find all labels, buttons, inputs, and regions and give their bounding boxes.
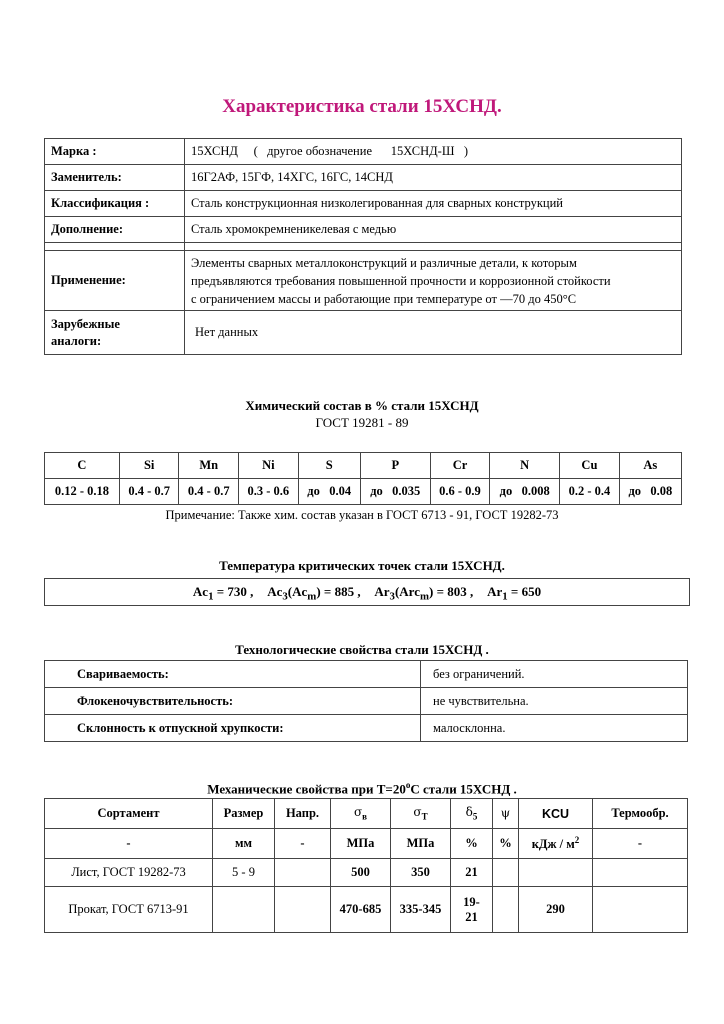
unit-cell: - xyxy=(45,829,213,859)
tech-row xyxy=(45,661,688,688)
info-label: Классификация : xyxy=(45,191,185,217)
info-row xyxy=(45,191,682,217)
application-label: Применение: xyxy=(45,251,185,311)
info-value: 15ХСНД ( другое обозначение 15ХСНД-Ш ) xyxy=(185,139,682,165)
application-line: Элементы сварных металлоконструкций и различные детали, к которым xyxy=(191,255,577,270)
mech-units-row xyxy=(45,829,688,859)
cell-kcu: 290 xyxy=(519,887,593,933)
info-value: 16Г2АФ, 15ГФ, 14ХГС, 16ГС, 14СНД xyxy=(185,165,682,191)
chemical-standard: ГОСТ 19281 - 89 xyxy=(315,415,409,430)
chemical-value-row xyxy=(45,479,682,505)
cell-heat-treatment xyxy=(593,887,688,933)
unit-cell: - xyxy=(593,829,688,859)
tech-value: не чувствительна. xyxy=(421,688,688,715)
header-size: Размер xyxy=(213,799,275,829)
element-header: S xyxy=(298,453,360,479)
cell-sigma-t: 335-345 xyxy=(391,887,451,933)
page-title: Характеристика стали 15ХСНД. xyxy=(222,96,502,117)
element-value: до 0.035 xyxy=(360,479,430,505)
critical-points-box xyxy=(44,578,690,606)
element-header: Ni xyxy=(239,453,299,479)
ac1-point: $Ac_1 = 730$ , xyxy=(192,584,254,603)
chemical-header-row xyxy=(45,453,682,479)
cell-delta: 21 xyxy=(451,859,493,887)
info-label: Марка : xyxy=(45,139,185,165)
info-row-application xyxy=(45,251,682,311)
element-header: As xyxy=(619,453,681,479)
cell-sigma-b: 470-685 xyxy=(331,887,391,933)
analogs-label-line: аналоги: xyxy=(51,333,102,348)
element-header: Mn xyxy=(179,453,239,479)
cell-psi xyxy=(493,859,519,887)
cell-heat-treatment xyxy=(593,859,688,887)
element-value: до 0.008 xyxy=(490,479,560,505)
application-line: предъявляются требования повышенной прочности и коррозионной стойкости xyxy=(191,273,611,288)
element-value: 0.2 - 0.4 xyxy=(560,479,620,505)
element-value: 0.4 - 0.7 xyxy=(179,479,239,505)
chemical-table xyxy=(44,452,682,505)
chemical-title: Химический состав в % стали 15ХСНД xyxy=(245,398,479,413)
cell-sigma-b: 500 xyxy=(331,859,391,887)
header-heat-treatment: Термообр. xyxy=(593,799,688,829)
mech-data-row xyxy=(45,887,688,933)
mech-header-row xyxy=(45,799,688,829)
info-value: Сталь конструкционная низколегированная для сварных конструкций xyxy=(185,191,682,217)
tech-label: Свариваемость: xyxy=(45,661,421,688)
cell-psi xyxy=(493,887,519,933)
info-row xyxy=(45,165,682,191)
element-header: Cr xyxy=(430,453,490,479)
tech-value: без ограничений. xyxy=(421,661,688,688)
cell-sortament: Лист, ГОСТ 19282-73 xyxy=(45,859,213,887)
tech-value: малосклонна. xyxy=(421,715,688,742)
element-value: до 0.08 xyxy=(619,479,681,505)
element-header: Cu xyxy=(560,453,620,479)
mech-data-row xyxy=(45,859,688,887)
info-label: Заменитель: xyxy=(45,165,185,191)
ac3-point: $Ac_3(Ac_m) = 885$ , xyxy=(267,584,361,603)
element-value: до 0.04 xyxy=(298,479,360,505)
ar1-point: $Ar_1 = 650$ xyxy=(487,584,542,603)
tech-table xyxy=(44,660,688,742)
cell-direction xyxy=(275,887,331,933)
element-value: 0.6 - 0.9 xyxy=(430,479,490,505)
critical-title: Температура критических точек стали 15ХСНД. xyxy=(219,558,505,573)
element-header: N xyxy=(490,453,560,479)
analogs-value: Нет данных xyxy=(185,311,682,355)
mech-table xyxy=(44,798,688,933)
header-sigma-t: $\sigma_T$ xyxy=(391,799,451,829)
unit-cell: кДж / $м^2$ xyxy=(519,829,593,859)
tech-row xyxy=(45,715,688,742)
element-value: 0.3 - 0.6 xyxy=(239,479,299,505)
tech-title: Технологические свойства стали 15ХСНД . xyxy=(235,642,489,657)
analogs-label-line: Зарубежные xyxy=(51,316,120,331)
element-header: Si xyxy=(119,453,179,479)
cell-size xyxy=(213,887,275,933)
cell-size: 5 - 9 xyxy=(213,859,275,887)
cell-sortament: Прокат, ГОСТ 6713-91 xyxy=(45,887,213,933)
unit-cell: МПа xyxy=(391,829,451,859)
cell-sigma-t: 350 xyxy=(391,859,451,887)
tech-label: Флокеночувствительность: xyxy=(45,688,421,715)
info-value: Сталь хромокремненикелевая с медью xyxy=(185,217,682,243)
header-psi: ψ xyxy=(493,799,519,829)
mech-title: Механические свойства при $Т=20^oС$ стали 15ХСНД . xyxy=(207,780,517,797)
chemical-note: Примечание: Также хим. состав указан в ГОСТ 6713 - 91, ГОСТ 19282-73 xyxy=(165,508,559,522)
cell-kcu xyxy=(519,859,593,887)
tech-label: Склонность к отпускной хрупкости: xyxy=(45,715,421,742)
unit-cell: - xyxy=(275,829,331,859)
element-value: 0.4 - 0.7 xyxy=(119,479,179,505)
info-spacer-row xyxy=(45,243,682,251)
header-delta: $\delta_5$ xyxy=(451,799,493,829)
cell-delta: 19-21 xyxy=(451,887,493,933)
info-row-analogs xyxy=(45,311,682,355)
info-table xyxy=(44,138,682,355)
header-sigma-b: $\sigma_в$ xyxy=(331,799,391,829)
cell-direction xyxy=(275,859,331,887)
info-label: Дополнение: xyxy=(45,217,185,243)
unit-cell: % xyxy=(493,829,519,859)
unit-cell: % xyxy=(451,829,493,859)
tech-row xyxy=(45,688,688,715)
header-sortament: Сортамент xyxy=(45,799,213,829)
element-header: C xyxy=(45,453,120,479)
header-direction: Напр. xyxy=(275,799,331,829)
unit-cell: мм xyxy=(213,829,275,859)
application-line: с ограничением массы и работающие при температуре от —70 до 450°С xyxy=(191,291,577,306)
info-row xyxy=(45,217,682,243)
ar3-point: $Ar_3(Arc_m) = 803$ , xyxy=(374,584,474,603)
element-value: 0.12 - 0.18 xyxy=(45,479,120,505)
unit-cell: МПа xyxy=(331,829,391,859)
header-kcu: KCU xyxy=(519,799,593,829)
element-header: P xyxy=(360,453,430,479)
info-row xyxy=(45,139,682,165)
